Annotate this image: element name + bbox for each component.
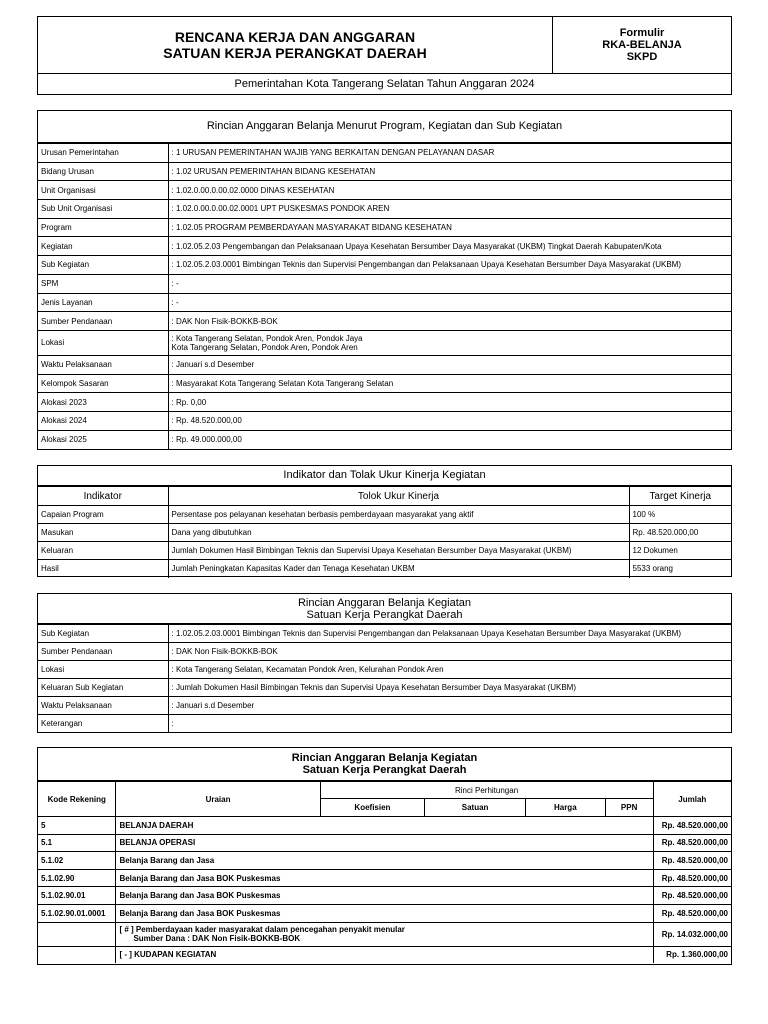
detail-row — [38, 256, 731, 275]
jumlah-cell: Rp. 48.520.000,00 — [653, 887, 731, 905]
activity-details-title — [38, 594, 731, 624]
target-header: Target Kinerja — [629, 487, 731, 506]
detail-value — [168, 218, 731, 237]
detail-label: Alokasi 2023 — [38, 393, 168, 412]
budget-row — [38, 904, 731, 922]
indicator-cell: Keluaran — [38, 542, 168, 560]
detail-label: SPM — [38, 274, 168, 293]
uraian-cell — [116, 922, 653, 946]
kode-cell: 5 — [38, 817, 116, 835]
activity-label: Sumber Pendanaan — [38, 643, 168, 661]
uraian-cell: BELANJA OPERASI — [116, 834, 653, 852]
detail-value — [168, 293, 731, 312]
form-code: RKA-BELANJA — [602, 39, 682, 51]
detail-row — [38, 374, 731, 393]
program-details-title: Rincian Anggaran Belanja Menurut Program, Kegiatan dan Sub Kegiatan — [38, 111, 731, 143]
group-title: [ # ] Pemberdayaan kader masyarakat dalam pencegahan penyakit menular — [119, 925, 405, 935]
budget-section — [37, 747, 732, 965]
detail-row — [38, 430, 731, 449]
detail-row — [38, 393, 731, 412]
jumlah-cell: Rp. 48.520.000,00 — [653, 852, 731, 870]
detail-label: Alokasi 2025 — [38, 430, 168, 449]
detail-label: Sumber Pendanaan — [38, 312, 168, 331]
target-cell: 100 % — [629, 506, 731, 524]
activity-details-section — [37, 593, 732, 733]
detail-label: Lokasi — [38, 330, 168, 355]
detail-value — [168, 393, 731, 412]
activity-value: : — [168, 715, 731, 733]
budget-row — [38, 834, 731, 852]
detail-value-text: : Masyarakat Kota Tangerang Selatan Kota Tangerang Selatan — [171, 378, 394, 388]
detail-value-text: : 1.02.05.2.03 Pengembangan dan Pelaksanaan Upaya Kesehatan Bersumber Daya Masyarakat (UKBM) Tingkat Daerah Kabupaten/Kota — [171, 241, 662, 251]
uraian-cell: Belanja Barang dan Jasa BOK Puskesmas — [116, 904, 653, 922]
jumlah-cell: Rp. 48.520.000,00 — [653, 904, 731, 922]
indicator-cell: Hasil — [38, 560, 168, 578]
indicator-header: Indikator — [38, 487, 168, 506]
detail-value-text: : Kota Tangerang Selatan, Pondok Aren, Pondok Jaya — [171, 333, 363, 343]
detail-row — [38, 162, 731, 181]
detail-label: Program — [38, 218, 168, 237]
detail-label: Urusan Pemerintahan — [38, 144, 168, 163]
activity-value: : 1.02.05.2.03.0001 Bimbingan Teknis dan Supervisi Pengembangan dan Pelaksanaan Upaya Kesehatan Bersumber Daya Masyarakat (UKBM) — [168, 625, 731, 643]
activity-label: Lokasi — [38, 661, 168, 679]
detail-value — [168, 256, 731, 275]
benchmark-cell: Jumlah Peningkatan Kapasitas Kader dan Tenaga Kesehatan UKBM — [168, 560, 629, 578]
detail-value-text: : Rp. 48.520.000,00 — [171, 416, 242, 426]
detail-value — [168, 411, 731, 430]
kode-cell — [38, 946, 116, 963]
document-header — [37, 16, 732, 95]
activity-label: Sub Kegiatan — [38, 625, 168, 643]
detail-label: Sub Kegiatan — [38, 256, 168, 275]
detail-value-text: : - — [171, 279, 179, 289]
detail-value-text: : Rp. 0,00 — [171, 397, 207, 407]
kode-cell: 5.1 — [38, 834, 116, 852]
detail-value-text: : 1.02.0.00.0.00.02.0001 UPT PUSKESMAS PONDOK AREN — [171, 204, 390, 214]
detail-row — [38, 181, 731, 200]
uraian-cell: Belanja Barang dan Jasa — [116, 852, 653, 870]
kode-cell: 5.1.02.90 — [38, 869, 116, 887]
detail-value — [168, 200, 731, 219]
indicator-row — [38, 542, 731, 560]
budget-title-line2: Satuan Kerja Perangkat Daerah — [302, 764, 467, 776]
activity-value: : DAK Non Fisik-BOKKB-BOK — [168, 643, 731, 661]
detail-label: Bidang Urusan — [38, 162, 168, 181]
budget-row — [38, 852, 731, 870]
detail-row — [38, 411, 731, 430]
indicator-row — [38, 560, 731, 578]
detail-value-text: : 1.02 URUSAN PEMERINTAHAN BIDANG KESEHATAN — [171, 167, 376, 177]
indicator-row — [38, 524, 731, 542]
uraian-cell: BELANJA DAERAH — [116, 817, 653, 835]
detail-row — [38, 200, 731, 219]
detail-value — [168, 274, 731, 293]
indicator-table — [38, 486, 731, 578]
budget-group-row — [38, 946, 731, 963]
detail-value — [168, 237, 731, 256]
detail-value-text: : 1.02.05 PROGRAM PEMBERDAYAAN MASYARAKAT BIDANG KESEHATAN — [171, 223, 452, 233]
activity-row — [38, 715, 731, 733]
benchmark-cell: Dana yang dibutuhkan — [168, 524, 629, 542]
detail-label: Kegiatan — [38, 237, 168, 256]
ppn-header: PPN — [605, 799, 653, 817]
form-unit: SKPD — [626, 51, 658, 63]
activity-label: Keterangan — [38, 715, 168, 733]
koefisien-header: Koefisien — [320, 799, 425, 817]
uraian-cell: [ - ] KUDAPAN KEGIATAN — [116, 946, 653, 963]
detail-value-text-2: Kota Tangerang Selatan, Pondok Aren, Pondok Aren — [171, 342, 358, 352]
target-cell: 5533 orang — [629, 560, 731, 578]
rinci-perhitungan-header: Rinci Perhitungan — [320, 782, 653, 799]
harga-header: Harga — [525, 799, 605, 817]
activity-label: Keluaran Sub Kegiatan — [38, 679, 168, 697]
detail-value — [168, 181, 731, 200]
jumlah-header: Jumlah — [653, 782, 731, 817]
jumlah-cell: Rp. 48.520.000,00 — [653, 869, 731, 887]
activity-row — [38, 679, 731, 697]
detail-row — [38, 330, 731, 355]
detail-value-text: : 1 URUSAN PEMERINTAHAN WAJIB YANG BERKAITAN DENGAN PELAYANAN DASAR — [171, 148, 495, 158]
detail-label: Kelompok Sasaran — [38, 374, 168, 393]
budget-row — [38, 869, 731, 887]
budget-table — [38, 781, 731, 963]
activity-value: : Kota Tangerang Selatan, Kecamatan Pondok Aren, Kelurahan Pondok Aren — [168, 661, 731, 679]
activity-row — [38, 625, 731, 643]
activity-label: Waktu Pelaksanaan — [38, 697, 168, 715]
uraian-header: Uraian — [116, 782, 320, 817]
activity-details-table — [38, 624, 731, 733]
detail-value-text: : 1.02.05.2.03.0001 Bimbingan Teknis dan Supervisi Pengembangan dan Pelaksanaan Upaya Kesehatan Bersumber Daya Masyarakat (UKBM) — [171, 260, 681, 270]
budget-title-line1: Rincian Anggaran Belanja Kegiatan — [291, 752, 478, 764]
detail-value-text: : Rp. 49.000.000,00 — [171, 435, 242, 445]
group-source: Sumber Dana : DAK Non Fisik-BOKKB-BOK — [133, 934, 301, 944]
detail-row — [38, 293, 731, 312]
activity-row — [38, 697, 731, 715]
form-code-block — [553, 17, 731, 73]
target-cell: 12 Dokumen — [629, 542, 731, 560]
benchmark-cell: Persentase pos pelayanan kesehatan berbasis pemberdayaan masyarakat yang aktif — [168, 506, 629, 524]
activity-title-line2: Satuan Kerja Perangkat Daerah — [306, 609, 463, 621]
detail-row — [38, 144, 731, 163]
detail-value-text: : DAK Non Fisik-BOKKB-BOK — [171, 316, 278, 326]
activity-value: : Januari s.d Desember — [168, 697, 731, 715]
indicator-cell: Masukan — [38, 524, 168, 542]
detail-row — [38, 218, 731, 237]
form-label: Formulir — [619, 27, 665, 39]
detail-value — [168, 430, 731, 449]
jumlah-cell: Rp. 14.032.000,00 — [653, 922, 731, 946]
activity-title-line1: Rincian Anggaran Belanja Kegiatan — [297, 597, 472, 609]
budget-row — [38, 887, 731, 905]
detail-value — [168, 144, 731, 163]
kode-cell: 5.1.02.90.01.0001 — [38, 904, 116, 922]
uraian-cell: Belanja Barang dan Jasa BOK Puskesmas — [116, 869, 653, 887]
activity-row — [38, 661, 731, 679]
indicator-title: Indikator dan Tolak Ukur Kinerja Kegiatan — [38, 466, 731, 486]
jumlah-cell: Rp. 48.520.000,00 — [653, 817, 731, 835]
activity-value: : Jumlah Dokumen Hasil Bimbingan Teknis dan Supervisi Upaya Kesehatan Bersumber Daya Masyarakat (UKBM) — [168, 679, 731, 697]
activity-row — [38, 643, 731, 661]
detail-value-text: : - — [171, 297, 179, 307]
indicator-row — [38, 506, 731, 524]
jumlah-cell: Rp. 48.520.000,00 — [653, 834, 731, 852]
detail-row — [38, 274, 731, 293]
detail-value-text: : Januari s.d Desember — [171, 360, 255, 370]
detail-label: Waktu Pelaksanaan — [38, 355, 168, 374]
program-details-table — [38, 143, 731, 449]
jumlah-cell: Rp. 1.360.000,00 — [653, 946, 731, 963]
benchmark-cell: Jumlah Dokumen Hasil Bimbingan Teknis dan Supervisi Upaya Kesehatan Bersumber Daya Masyarakat (UKBM) — [168, 542, 629, 560]
indicator-cell: Capaian Program — [38, 506, 168, 524]
uraian-cell: Belanja Barang dan Jasa BOK Puskesmas — [116, 887, 653, 905]
kode-cell — [38, 922, 116, 946]
detail-label: Unit Organisasi — [38, 181, 168, 200]
detail-label: Jenis Layanan — [38, 293, 168, 312]
header-subtitle: Pemerintahan Kota Tangerang Selatan Tahun Anggaran 2024 — [38, 73, 731, 94]
budget-row — [38, 817, 731, 835]
detail-value-text: : 1.02.0.00.0.00.02.0000 DINAS KESEHATAN — [171, 185, 335, 195]
target-cell: Rp. 48.520.000,00 — [629, 524, 731, 542]
detail-value — [168, 162, 731, 181]
detail-row — [38, 355, 731, 374]
header-title-line1: RENCANA KERJA DAN ANGGARAN — [174, 29, 416, 45]
satuan-header: Satuan — [425, 799, 526, 817]
program-details-section — [37, 110, 732, 450]
header-title-line2: SATUAN KERJA PERANGKAT DAERAH — [163, 45, 427, 61]
budget-header-row — [38, 782, 731, 799]
kode-cell: 5.1.02.90.01 — [38, 887, 116, 905]
detail-row — [38, 312, 731, 331]
detail-value — [168, 312, 731, 331]
detail-value — [168, 330, 731, 355]
kode-rekening-header: Kode Rekening — [38, 782, 116, 817]
budget-group-row — [38, 922, 731, 946]
indicator-section — [37, 465, 732, 577]
indicator-header-row — [38, 487, 731, 506]
benchmark-header: Tolok Ukur Kinerja — [168, 487, 629, 506]
header-title-block — [38, 17, 553, 73]
kode-cell: 5.1.02 — [38, 852, 116, 870]
detail-row — [38, 237, 731, 256]
budget-title — [38, 748, 731, 781]
detail-value — [168, 374, 731, 393]
detail-value — [168, 355, 731, 374]
detail-label: Sub Unit Organisasi — [38, 200, 168, 219]
detail-label: Alokasi 2024 — [38, 411, 168, 430]
